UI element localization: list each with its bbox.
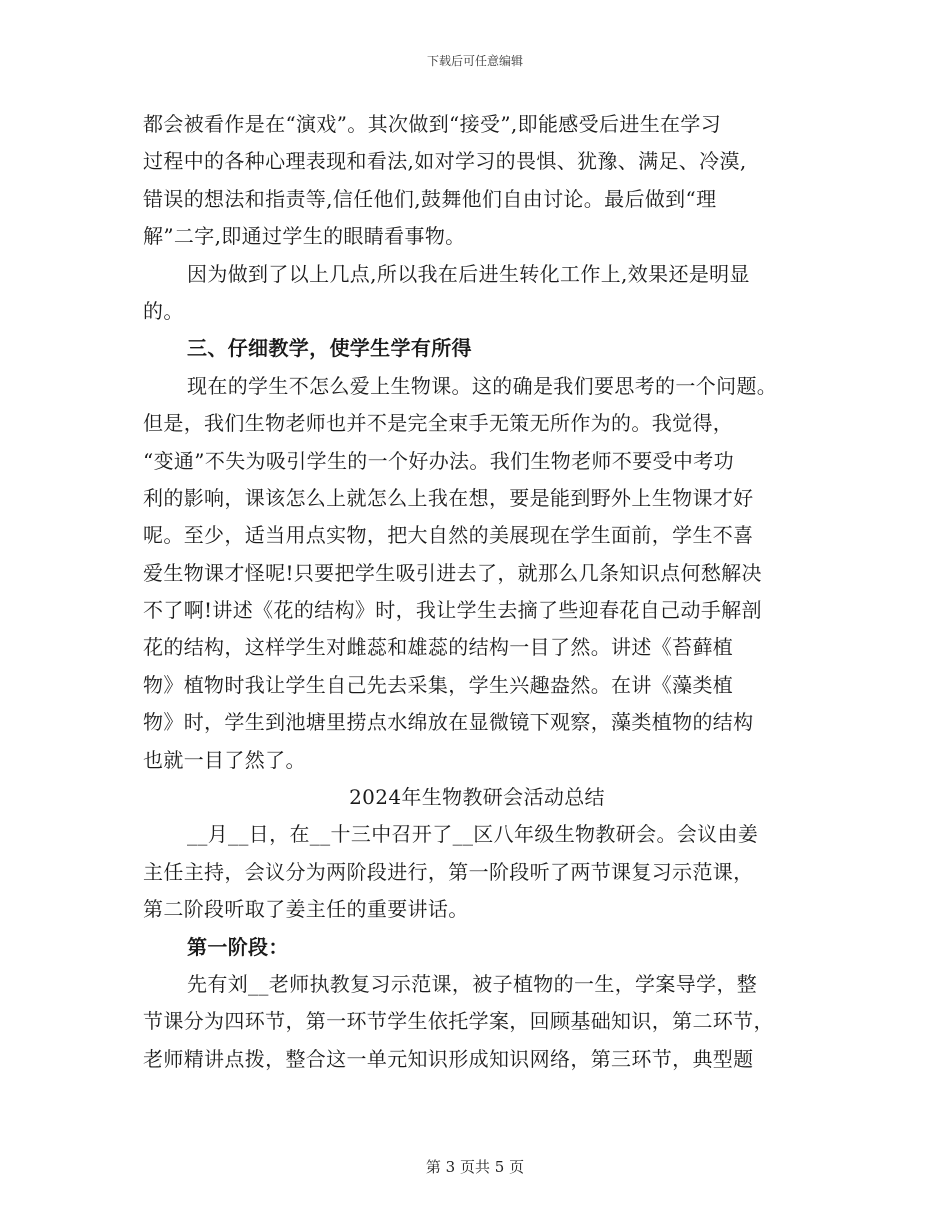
paragraph-line: “变通”不失为吸引学生的一个好办法。我们生物老师不要受中考功 [143, 448, 734, 473]
paragraph-line: 节课分为四环节，第一环节学生依托学案，回顾基础知识，第二环节， [143, 1009, 774, 1034]
paragraph-line: 因为做到了以上几点,所以我在后进生转化工作上,效果还是明显 [187, 261, 750, 286]
page-number: 第 3 页共 5 页 [425, 1158, 525, 1176]
paragraph-line: 现在的学生不怎么爱上生物课。这的确是我们要思考的一个问题。 [187, 373, 778, 398]
paragraph-line: 利的影响，课该怎么上就怎么上我在想，要是能到野外上生物课才好 [143, 485, 754, 510]
document-body [143, 106, 811, 1078]
paragraph-line: 先有刘__老师执教复习示范课，被子植物的一生，学案导学，整 [187, 971, 758, 996]
paragraph-line: 不了啊!讲述《花的结构》时，我让学生去摘了些迎春花自己动手解剖 [143, 598, 762, 623]
section-heading: 三、仔细教学，使学生学有所得 [187, 336, 472, 361]
paragraph-line: 爱生物课才怪呢!只要把学生吸引进去了，就那么几条知识点何愁解决 [143, 560, 762, 585]
page-header-note: 下载后可任意编辑 [426, 54, 523, 68]
paragraph-line: 过程中的各种心理表现和看法,如对学习的畏惧、犹豫、满足、冷漠, [143, 149, 747, 174]
paragraph-line: 解”二字,即通过学生的眼睛看事物。 [143, 224, 466, 249]
paragraph-line: 也就一目了然了。 [143, 747, 306, 772]
subsection-heading: 第一阶段： [187, 934, 289, 959]
paragraph-line: 的。 [143, 298, 184, 323]
paragraph-line: 呢。至少，适当用点实物，把大自然的美展现在学生面前，学生不喜 [143, 523, 754, 548]
paragraph-line: 物》植物时我让学生自己先去采集，学生兴趣盎然。在讲《藻类植 [143, 672, 734, 697]
paragraph-line: 都会被看作是在“演戏”。其次做到“接受”,即能感受后进生在学习 [143, 112, 722, 136]
paragraph-line: 第二阶段听取了姜主任的重要讲话。 [143, 897, 469, 922]
paragraph-line: 主任主持，会议分为两阶段进行，第一阶段听了两节课复习示范课， [143, 859, 754, 884]
paragraph-line: 但是，我们生物老师也并不是完全束手无策无所作为的。我觉得， [143, 411, 734, 436]
paragraph-line: 错误的想法和指责等,信任他们,鼓舞他们自由讨论。最后做到“理 [143, 186, 717, 211]
paragraph-line: 物》时，学生到池塘里捞点水绵放在显微镜下观察，藻类植物的结构 [143, 710, 754, 735]
paragraph-line: 老师精讲点拨，整合这一单元知识形成知识网络，第三环节，典型题 [143, 1046, 754, 1071]
paragraph-line: 花的结构，这样学生对雌蕊和雄蕊的结构一目了然。讲述《苔藓植 [143, 635, 734, 660]
paragraph-line: __月__日，在__十三中召开了__区八年级生物教研会。会议由姜 [187, 822, 759, 847]
document-title: 2024年生物教研会活动总结 [349, 785, 605, 810]
